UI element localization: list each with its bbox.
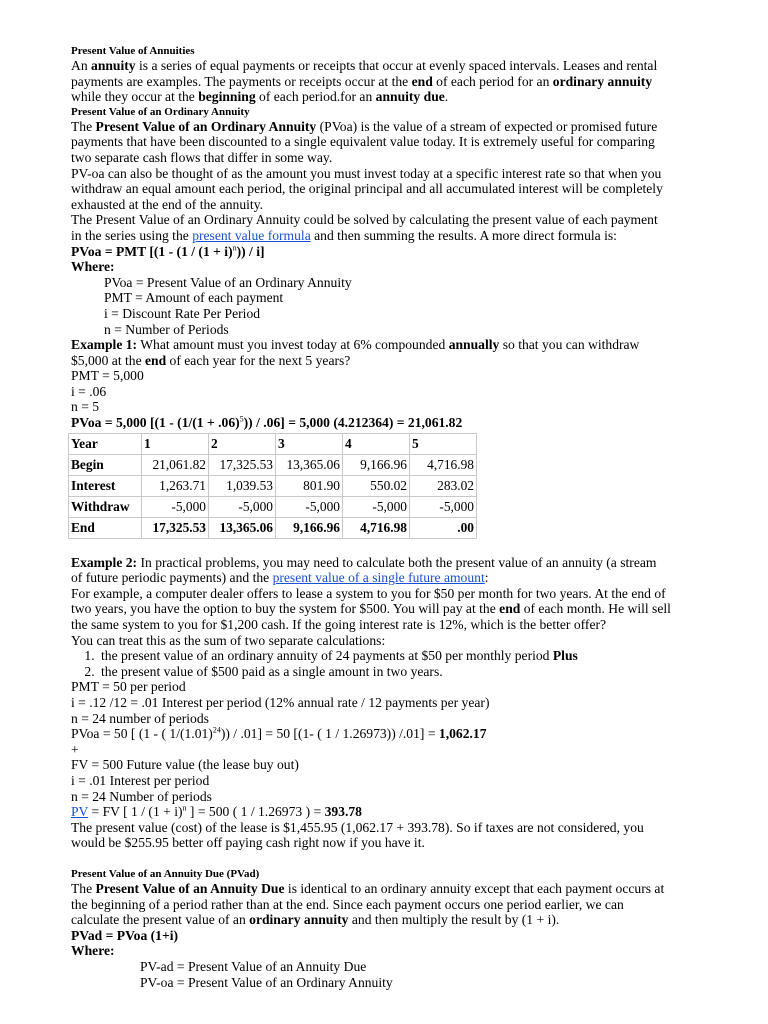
variable-line: i = .06: [71, 383, 107, 399]
text: PVoa = 50 [ (1 - ( 1/(1.01): [71, 726, 213, 742]
table-cell: -5,000: [276, 496, 343, 517]
document-page: [71, 44, 671, 990]
table-cell: 13,365.06: [276, 454, 343, 475]
table-cell: -5,000: [142, 496, 209, 517]
text: = FV [ 1 / (1 + i): [88, 804, 183, 820]
table-cell: -5,000: [209, 496, 276, 517]
paragraph: PV-oa can also be thought of as the amount you must invest today at a specific interest rate so that when you withdraw an equal amount each period, the original principal and all accumulated interest will be completely exhausted at the end of the annuity.: [71, 165, 663, 212]
text: For example, a computer dealer offers to lease a system to you for $50 per month for two years. At the end of two years, you have the option to buy the system for $500. You will pay at the: [71, 585, 666, 617]
text: of each month. He will sell the same system to you for $1,200 cash. If the going interest rate is 12%, which is the better offer?: [71, 601, 671, 633]
bold-term: Present Value of an Ordinary Annuity: [95, 118, 317, 134]
variable-line: i = .12 /12 = .01 Interest per period (12% annual rate / 12 payments per year): [71, 695, 490, 710]
variable-line: i = .01 Interest per period: [71, 772, 210, 788]
formula-text: PVoa = PMT [(1 - (1 / (1 + i): [71, 243, 233, 259]
table-row: [69, 517, 477, 538]
table-cell: 13,365.06: [209, 517, 276, 538]
table-cell: -5,000: [410, 496, 477, 517]
paragraph: [71, 119, 671, 166]
table-cell: Begin: [69, 454, 142, 475]
variable-line: n = 5: [71, 399, 100, 415]
section-heading: Present Value of Annuities: [71, 45, 195, 57]
text: and then summing the results. A more direct formula is:: [310, 227, 617, 243]
table-cell: -5,000: [343, 496, 410, 517]
calculation: [71, 804, 671, 820]
variable-line: PMT = 50 per period: [71, 679, 186, 695]
table-header-row: [69, 433, 477, 454]
table-cell: 17,325.53: [142, 517, 209, 538]
table-row: [69, 496, 477, 517]
where-text: Where:: [71, 259, 115, 275]
pv-link[interactable]: PV: [71, 804, 89, 820]
table-row: [69, 454, 477, 475]
table-cell: 1,039.53: [209, 475, 276, 496]
text: In practical problems, you may need to calculate both the present value of an annuity (a stream of future periodic payments) and the: [71, 554, 657, 586]
definition: PMT = Amount of each payment: [104, 290, 284, 306]
where-label: [71, 943, 671, 959]
definition: PV-ad = Present Value of an Annuity Due: [140, 958, 367, 974]
calculation: [71, 726, 671, 742]
text: is identical to an ordinary annuity except that each payment occurs at the beginning of a period rather than at the end. Since each payment occurs one period earlier, we can calculate the present value of an: [71, 880, 665, 928]
table-row: [69, 475, 477, 496]
table-cell: 283.02: [410, 475, 477, 496]
text: What amount must you invest today at 6% compounded: [137, 337, 449, 353]
formula-text: )) / i]: [236, 243, 265, 259]
spacer: [71, 539, 671, 555]
list-item: [98, 648, 671, 664]
table-header-cell: 1: [142, 433, 209, 454]
paragraph: [71, 555, 671, 586]
text: while they occur at the: [71, 89, 199, 105]
table-header-cell: 2: [209, 433, 276, 454]
where-text: Where:: [71, 943, 115, 959]
spacer: [71, 851, 671, 867]
formula: [71, 244, 671, 260]
text: the present value of an ordinary annuity of 24 payments at $50 per monthly period: [101, 648, 553, 664]
table-cell: 801.90: [276, 475, 343, 496]
table-cell: 9,166.96: [343, 454, 410, 475]
bold-term: Plus: [552, 648, 578, 664]
table-cell: 1,263.71: [142, 475, 209, 496]
paragraph: You can treat this as the sum of two separate calculations:: [71, 632, 386, 648]
text: the present value of $500 paid as a single amount in two years.: [101, 663, 443, 679]
paragraph: [71, 881, 671, 928]
bold-term: end: [411, 73, 433, 89]
example-label: Example 1:: [71, 337, 138, 353]
table-cell: .00: [410, 517, 477, 538]
bold-term: end: [145, 352, 167, 368]
text: ] = 500 ( 1 / 1.26973 ) =: [186, 804, 325, 820]
table-header-cell: 3: [276, 433, 343, 454]
formula: [71, 928, 671, 944]
calc-superscript: 5: [239, 414, 244, 424]
present-value-single-amount-link[interactable]: present value of a single future amount: [272, 570, 485, 586]
calc-text: )) / .06] = 5,000 (4.212364) = 21,061.82: [243, 415, 463, 431]
table-cell: Interest: [69, 475, 142, 496]
amortization-table: [68, 433, 477, 539]
definition: PVoa = Present Value of an Ordinary Annuity: [104, 274, 352, 290]
definition: n = Number of Periods: [104, 321, 229, 337]
table-cell: 17,325.53: [209, 454, 276, 475]
bold-term: annuity due: [375, 89, 445, 105]
text: :: [484, 570, 489, 586]
text: and then multiply the result by (1 + i).: [348, 912, 560, 928]
text: of each period for an: [432, 73, 553, 89]
table-header-cell: 4: [343, 433, 410, 454]
bold-term: annuity: [91, 58, 136, 73]
calc-superscript: 24: [212, 725, 221, 735]
variable-line: n = 24 number of periods: [71, 710, 209, 726]
paragraph: [71, 212, 671, 243]
variable-line: PMT = 5,000: [71, 368, 144, 384]
plus-sign: +: [71, 741, 79, 757]
result-value: 1,062.17: [438, 726, 487, 742]
table-cell: 550.02: [343, 475, 410, 496]
formula-text: PVad = PVoa (1+i): [71, 927, 179, 943]
text: so that you can withdraw $5,000 at the: [71, 337, 640, 368]
table-cell: 4,716.98: [410, 454, 477, 475]
result-value: 393.78: [324, 804, 362, 820]
formula-superscript: n: [232, 243, 237, 252]
bold-term: ordinary annuity: [249, 912, 349, 928]
calculation: [71, 415, 671, 431]
text: of each period.for an: [255, 89, 376, 105]
bold-term: annually: [448, 337, 500, 353]
calc-text: PVoa = 5,000 [(1 - (1/(1 + .06): [71, 415, 240, 431]
present-value-formula-link[interactable]: present value formula: [192, 227, 311, 243]
table-header-cell: Year: [69, 433, 142, 454]
text: The: [71, 880, 96, 896]
section-heading: Present Value of an Ordinary Annuity: [71, 105, 250, 118]
example-label: Example 2:: [71, 554, 138, 570]
section-heading: Present Value of an Annuity Due (PVad): [71, 867, 260, 880]
table-header-cell: 5: [410, 433, 477, 454]
text: An: [71, 58, 92, 73]
bold-term: end: [499, 601, 521, 617]
bold-term: ordinary annuity: [552, 73, 653, 89]
example-1-question: [71, 337, 671, 368]
text: The Present Value of an Ordinary Annuity could be solved by calculating the present value of each payment in the series using the: [71, 212, 658, 243]
bold-term: Present Value of an Annuity Due: [95, 880, 285, 896]
calculation-list: [71, 648, 671, 679]
where-label: [71, 259, 671, 275]
variable-line: n = 24 Number of periods: [71, 788, 212, 804]
paragraph: The present value (cost) of the lease is $1,455.95 (1,062.17 + 393.78). So if taxes are not considered, you would be $255.95 better off paying cash right now if you have it.: [71, 819, 644, 851]
table-cell: End: [69, 517, 142, 538]
definition: PV-oa = Present Value of an Ordinary Annuity: [140, 974, 393, 990]
bold-term: beginning: [198, 89, 256, 105]
table-cell: Withdraw: [69, 496, 142, 517]
table-cell: 4,716.98: [343, 517, 410, 538]
text: .: [444, 89, 449, 105]
table-cell: 21,061.82: [142, 454, 209, 475]
paragraph: [71, 586, 671, 633]
table-cell: 9,166.96: [276, 517, 343, 538]
calc-superscript: n: [182, 803, 187, 813]
text: (PVoa) is the value of a stream of expected or promised future payments that have been discounted to a single equivalent value today. It is extremely useful for comparing two separate cash flows that differ in some way.: [71, 118, 658, 165]
text: is a series of equal payments or receipts that occur at evenly spaced intervals. Leases and rental payments are examples. The payments or receipts occur at the: [71, 58, 658, 89]
paragraph: [71, 58, 671, 105]
variable-line: FV = 500 Future value (the lease buy out): [71, 757, 299, 773]
list-item: [98, 664, 671, 680]
definition: i = Discount Rate Per Period: [104, 305, 261, 321]
text: The: [71, 118, 96, 134]
text: )) / .01] = 50 [(1- ( 1 / 1.26973)) /.01] =: [220, 726, 439, 742]
text: of each year for the next 5 years?: [166, 352, 351, 368]
